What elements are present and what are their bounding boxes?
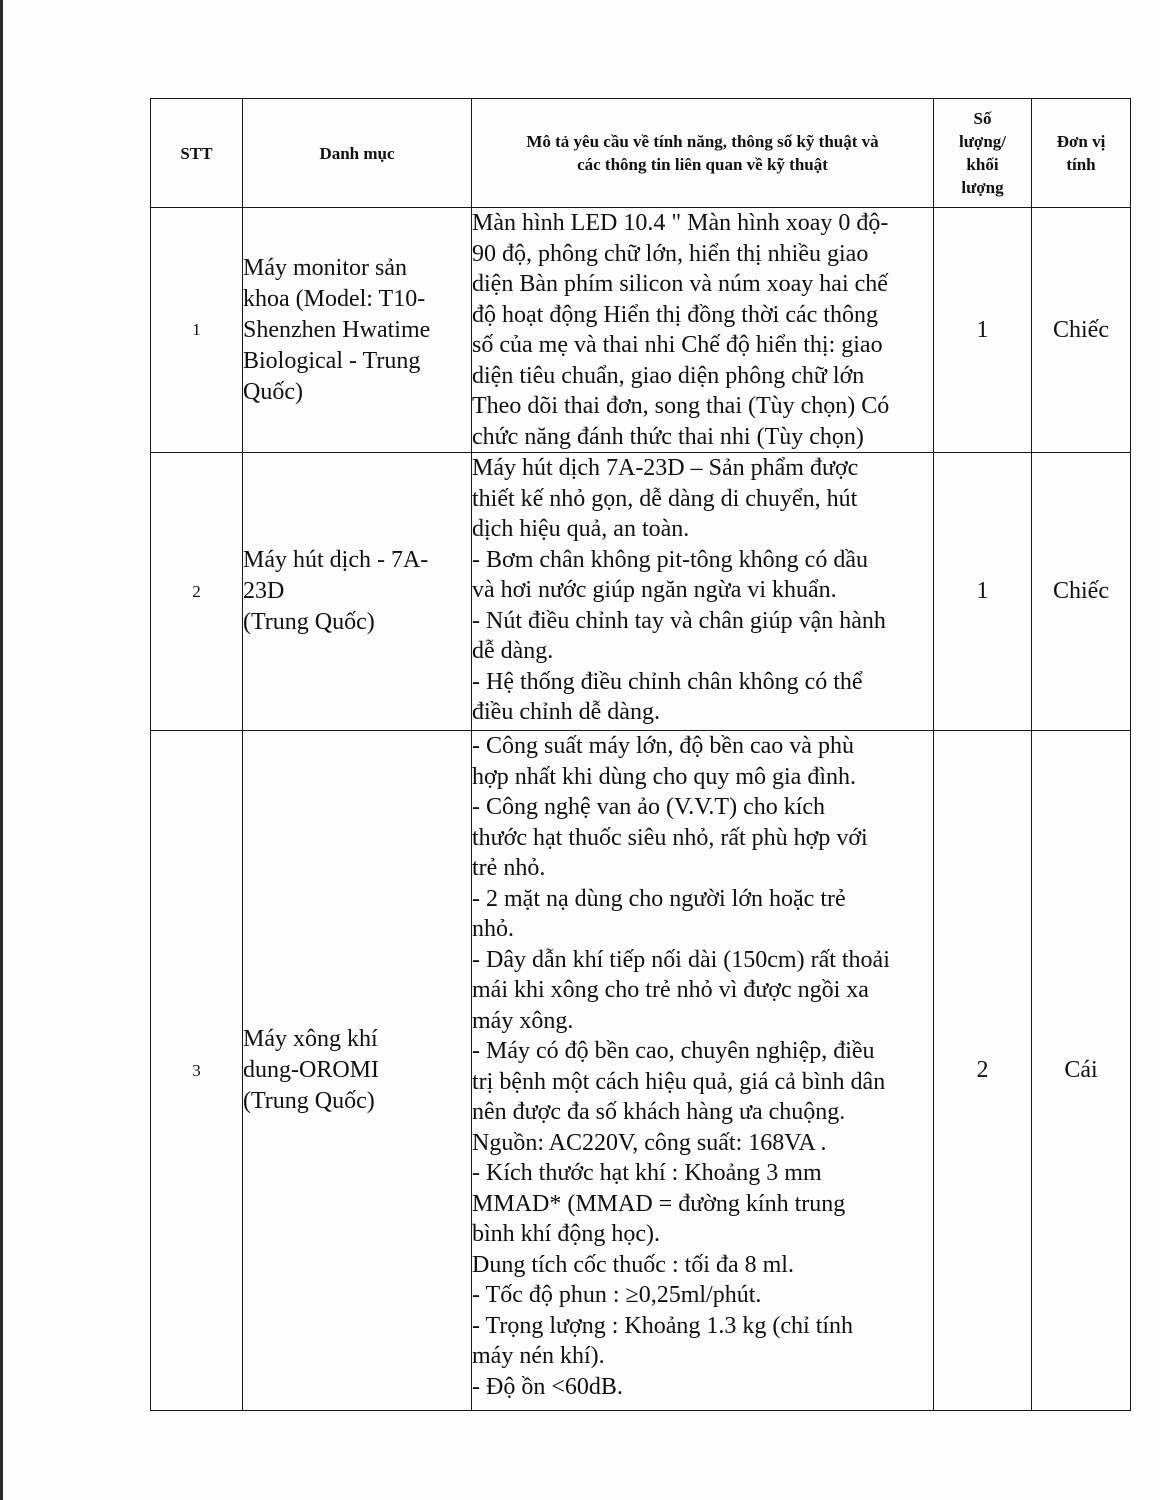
table-row <box>151 208 1131 453</box>
row-stt: 1 <box>151 208 243 453</box>
table-row <box>151 453 1131 731</box>
row-quantity: 2 <box>934 731 1032 1411</box>
row-stt: 2 <box>151 453 243 731</box>
row-unit: Cái <box>1032 731 1131 1411</box>
header-stt: STT <box>151 99 243 208</box>
row-description: Màn hình LED 10.4 " Màn hình xoay 0 độ- 90 độ, phông chữ lớn, hiển thị nhiều giao diện Bàn phím silicon và núm xoay hai chế độ hoạt động Hiển thị đồng thời các thông số của mẹ và thai nhi Chế độ hiển thị: giao diện tiêu chuẩn, giao diện phông chữ lớn Theo dõi thai đơn, song thai (Tùy chọn) Có chức năng đánh thức thai nhi (Tùy chọn) <box>472 208 934 453</box>
row-item-name: Máy hút dịch - 7A- 23D (Trung Quốc) <box>243 453 472 731</box>
row-quantity: 1 <box>934 208 1032 453</box>
table-row <box>151 731 1131 1411</box>
header-quantity: Số lượng/ khối lượng <box>934 99 1032 208</box>
header-unit: Đơn vị tính <box>1032 99 1131 208</box>
equipment-spec-table <box>150 98 1131 1411</box>
row-description: Máy hút dịch 7A-23D – Sản phẩm được thiết kế nhỏ gọn, dễ dàng di chuyển, hút dịch hiệu quả, an toàn. - Bơm chân không pit-tông không có dầu và hơi nước giúp ngăn ngừa vi khuẩn. - Nút điều chỉnh tay và chân giúp vận hành dễ dàng. - Hệ thống điều chỉnh chân không có thể điều chỉnh dễ dàng. <box>472 453 934 731</box>
header-category: Danh mục <box>243 99 472 208</box>
row-unit: Chiếc <box>1032 453 1131 731</box>
row-quantity: 1 <box>934 453 1032 731</box>
row-stt: 3 <box>151 731 243 1411</box>
row-description: - Công suất máy lớn, độ bền cao và phù hợp nhất khi dùng cho quy mô gia đình. - Công nghệ van ảo (V.V.T) cho kích thước hạt thuốc siêu nhỏ, rất phù hợp với trẻ nhỏ. - 2 mặt nạ dùng cho người lớn hoặc trẻ nhỏ. - Dây dẫn khí tiếp nối dài (150cm) rất thoải mái khi xông cho trẻ nhỏ vì được ngồi xa máy xông. - Máy có độ bền cao, chuyên nghiệp, điều trị bệnh một cách hiệu quả, giá cả bình dân nên được đa số khách hàng ưa chuộng. Nguồn: AC220V, công suất: 168VA . - Kích thước hạt khí : Khoảng 3 mm MMAD* (MMAD = đường kính trung bình khí động học). Dung tích cốc thuốc : tối đa 8 ml. - Tốc độ phun : ≥0,25ml/phút. - Trọng lượng : Khoảng 1.3 kg (chỉ tính máy nén khí). - Độ ồn <60dB. <box>472 731 934 1411</box>
scan-edge <box>0 0 3 1500</box>
header-description: Mô tả yêu cầu về tính năng, thông số kỹ thuật và các thông tin liên quan về kỹ thuật <box>472 99 934 208</box>
row-item-name: Máy monitor sản khoa (Model: T10- Shenzhen Hwatime Biological - Trung Quốc) <box>243 208 472 453</box>
row-unit: Chiếc <box>1032 208 1131 453</box>
header-row <box>151 99 1131 208</box>
row-item-name: Máy xông khí dung-OROMI (Trung Quốc) <box>243 731 472 1411</box>
